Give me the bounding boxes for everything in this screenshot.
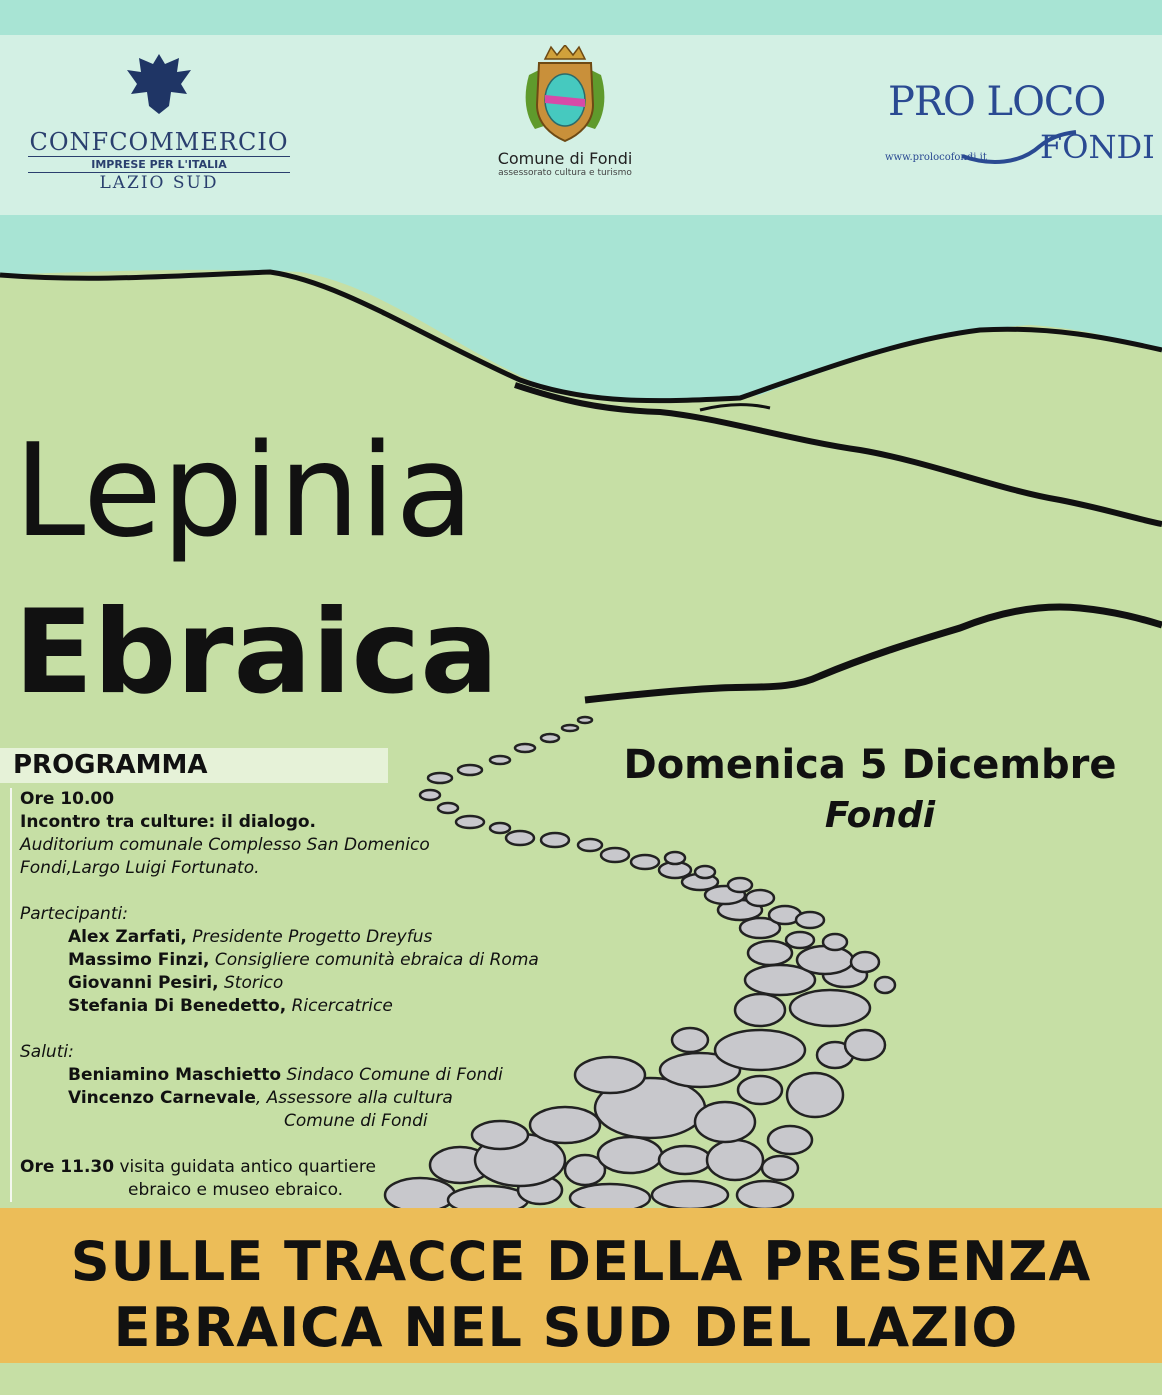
confcommercio-logo: [28, 50, 290, 193]
greeting-row: Vincenzo Carnevale, Assessore alla cultura: [68, 1088, 453, 1108]
greeting-row: Beniamino Maschietto Sindaco Comune di Fondi: [68, 1065, 503, 1085]
bottom-banner: [0, 1208, 1162, 1363]
coat-of-arms-icon: [517, 45, 613, 145]
participants-label: Partecipanti:: [20, 904, 128, 924]
participant-row: Giovanni Pesiri, Storico: [68, 973, 284, 993]
comune-subtitle: assessorato cultura e turismo: [498, 168, 632, 178]
greeting-extra: Comune di Fondi: [284, 1111, 428, 1131]
proloco-url: www.prolocofondi.it: [885, 152, 987, 163]
program-visit-row-2: ebraico e museo ebraico.: [128, 1180, 344, 1200]
title-lepinia: Lepinia: [14, 417, 474, 566]
program-session: Incontro tra culture: il dialogo.: [20, 812, 317, 832]
confcommercio-name: CONFCOMMERCIO: [29, 128, 289, 156]
program-visit-row: Ore 11.30 visita guidata antico quartiere: [20, 1157, 376, 1177]
proloco-line1: PRO LOCO: [888, 79, 1106, 125]
confcommercio-region: LAZIO SUD: [99, 173, 219, 193]
program-venue-line1: Auditorium comunale Complesso San Domenico: [20, 835, 430, 855]
banner-line2: EBRAICA NEL SUD DEL LAZIO: [113, 1296, 1019, 1359]
event-date: Domenica 5 Dicembre: [623, 742, 1117, 788]
participant-row: Alex Zarfati, Presidente Progetto Dreyfus: [68, 927, 433, 947]
participant-row: Stefania Di Benedetto, Ricercatrice: [68, 996, 393, 1016]
program-time-1: Ore 10.00: [20, 789, 115, 809]
greetings-label: Saluti:: [20, 1042, 74, 1062]
event-place: Fondi: [824, 795, 936, 836]
participant-row: Massimo Finzi, Consigliere comunità ebraica di Roma: [68, 950, 539, 970]
program-heading-bar: [0, 748, 388, 783]
proloco-line2: FONDI: [1040, 128, 1155, 166]
comune-di-fondi-logo: [470, 45, 660, 195]
program-heading: PROGRAMMA: [13, 750, 208, 780]
eagle-icon: [119, 50, 199, 118]
confcommercio-subtitle: IMPRESE PER L'ITALIA: [28, 156, 290, 173]
comune-name: Comune di Fondi: [497, 149, 633, 168]
banner-line1: SULLE TRACCE DELLA PRESENZA: [70, 1230, 1092, 1293]
title-ebraica: Ebraica: [14, 585, 499, 720]
pro-loco-fondi-logo: [880, 79, 1155, 180]
program-details: [10, 788, 585, 1202]
program-venue-line2: Fondi,Largo Luigi Fortunato.: [20, 858, 260, 878]
